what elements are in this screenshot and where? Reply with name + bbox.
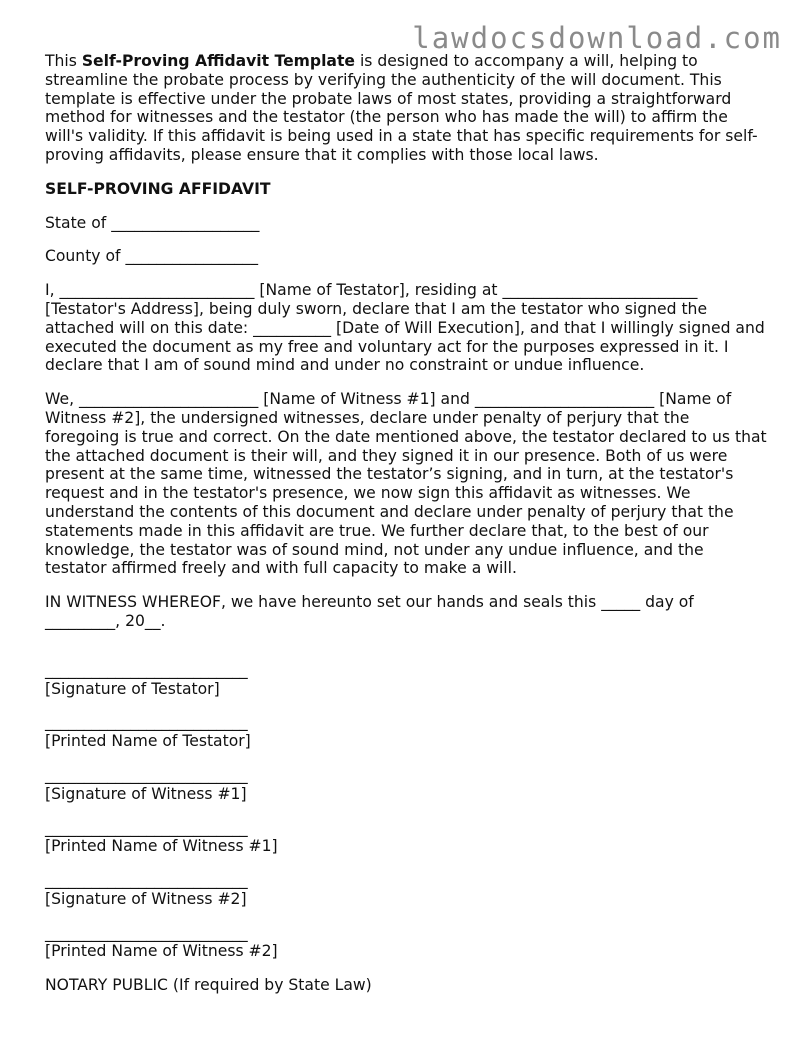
printed-name-witness-2 bbox=[45, 924, 767, 962]
signature-rule: __________________________ bbox=[45, 765, 248, 784]
notary-section: NOTARY PUBLIC (If required by State Law) bbox=[45, 976, 372, 995]
signature-label: [Printed Name of Witness #2] bbox=[45, 942, 278, 961]
state-field: State of ___________________ bbox=[45, 213, 260, 232]
document-heading: SELF-PROVING AFFIDAVIT bbox=[45, 179, 271, 198]
document-body bbox=[45, 52, 767, 995]
printed-name-witness-1 bbox=[45, 819, 767, 857]
signature-rule: __________________________ bbox=[45, 818, 248, 837]
witness-declaration: We, _______________________ [Name of Witness #1] and _______________________ [Name of Witness #2], the undersigned witnesses, declare under penalty of perjury that the foregoing is true and correct. On the date mentioned above, the testator declared to us that the attached document is their will, and they signed it in our presence. Both of us were present at the same time, witnessed the testator’s signing, and in turn, at the testator's request and in the testator's presence, we now sign this affidavit as witnesses. We understand the contents of this document and declare under penalty of perjury that the statements made in this affidavit are true. We further declare that, to the best of our knowledge, the testator was of sound mind, not under any undue influence, and the testator affirmed freely and with full capacity to make a will. bbox=[45, 390, 767, 578]
signature-rule: __________________________ bbox=[45, 871, 248, 890]
signature-block bbox=[45, 661, 767, 962]
signature-label: [Signature of Testator] bbox=[45, 679, 220, 698]
county-field: County of _________________ bbox=[45, 247, 259, 266]
intro-paragraph bbox=[45, 52, 767, 165]
intro-text: is designed to accompany a will, helping to streamline the probate process by verifying the authenticity of the will document. This template is effective under the probate laws of most states, providing a straightforward method for witnesses and the testator (the person who has made the will) to affirm the will's validity. If this affidavit is being used in a state that has specific requirements for self-proving affidavits, please ensure that it complies with those local laws. bbox=[45, 52, 758, 164]
signature-label: [Printed Name of Witness #1] bbox=[45, 837, 278, 856]
signature-rule: __________________________ bbox=[45, 923, 248, 942]
signature-witness-1 bbox=[45, 766, 767, 804]
signature-rule: __________________________ bbox=[45, 713, 248, 732]
printed-name-testator bbox=[45, 713, 767, 751]
intro-title: Self-Proving Affidavit Template bbox=[81, 52, 355, 70]
signature-label: [Printed Name of Testator] bbox=[45, 732, 251, 751]
signature-witness-2 bbox=[45, 871, 767, 909]
watermark-logo: lawdocsdownload.com bbox=[412, 21, 782, 55]
intro-prefix: This bbox=[45, 52, 82, 70]
witness-whereof: IN WITNESS WHEREOF, we have hereunto set our hands and seals this _____ day of _________, 20__. bbox=[45, 593, 694, 630]
testator-declaration: I, _________________________ [Name of Testator], residing at _________________________ [Testator's Address], being duly sworn, declare that I am the testator who signed the attached will on this date: __________ [Date of Will Execution], and that I willingly signed and executed the document as my free and voluntary act for the purposes expressed in it. I declare that I am of sound mind and under no constraint or undue influence. bbox=[45, 281, 765, 375]
signature-label: [Signature of Witness #2] bbox=[45, 889, 247, 908]
signature-label: [Signature of Witness #1] bbox=[45, 784, 247, 803]
signature-rule: __________________________ bbox=[45, 660, 248, 679]
signature-testator bbox=[45, 661, 767, 699]
